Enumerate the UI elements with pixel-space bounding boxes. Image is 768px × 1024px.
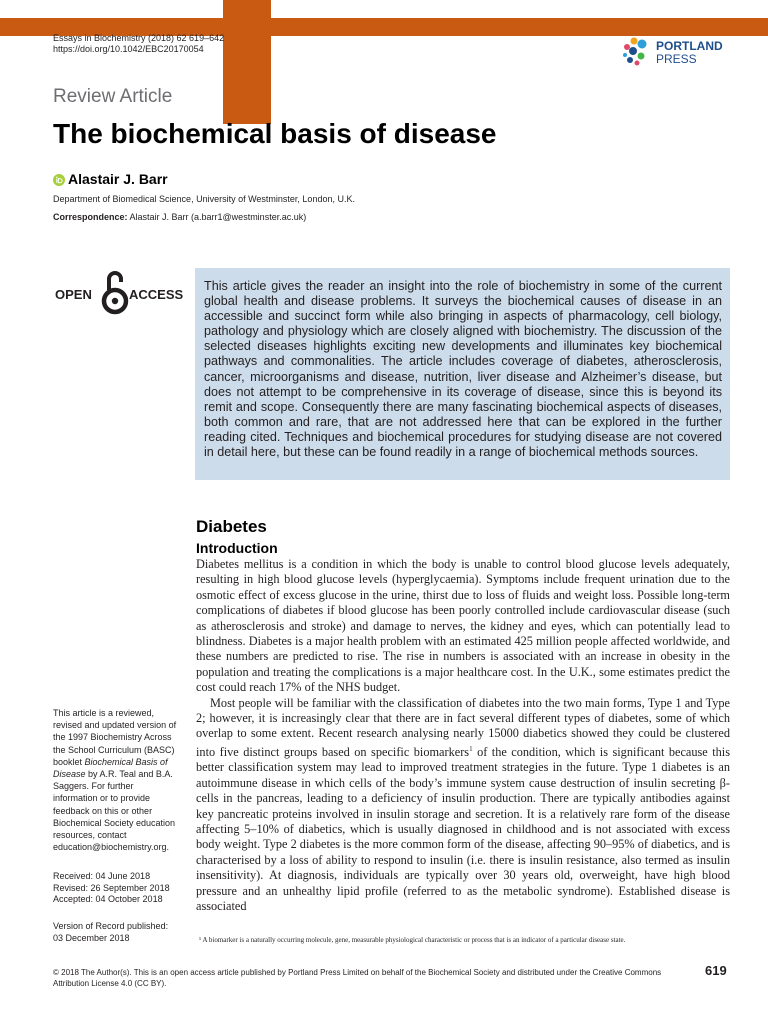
publisher-press: PRESS — [656, 52, 697, 66]
open-access-access: ACCESS — [129, 287, 184, 302]
article-type: Review Article — [53, 86, 173, 107]
correspondence — [53, 212, 306, 222]
correspondence-label: Correspondence: — [53, 212, 128, 222]
sidebar-note — [53, 707, 178, 853]
author-affiliation: Department of Biomedical Science, University of Westminster, London, U.K. — [53, 194, 355, 204]
body-text — [196, 557, 730, 914]
open-access-badge — [53, 268, 183, 320]
bookmark-icon — [707, 2, 723, 18]
record-date: 03 December 2018 — [53, 932, 130, 943]
received-date: Received: 04 June 2018 — [53, 871, 151, 881]
subsection-heading: Introduction — [196, 540, 278, 556]
accepted-date: Accepted: 04 October 2018 — [53, 894, 163, 904]
footnote-mark[interactable]: 1 — [469, 744, 473, 753]
sidebar-note-part-2: by A.R. Teal and B.A. Saggers. For further information or to provide feedback on this or other Biochemical Society education resources, contact education@biochemistry.org. — [53, 769, 176, 853]
article-title: The biochemical basis of disease — [53, 118, 497, 149]
doi-link[interactable]: https://doi.org/10.1042/EBC20170054 — [53, 44, 204, 54]
orcid-icon[interactable] — [53, 174, 65, 186]
abstract-text: This article gives the reader an insight into the role of biochemistry in some of the current global health and disease problems. It surveys the biochemical causes of disease in an accessible and succinct form while also bringing in aspects of pharmacology, cell biology, pathology and physiology which are closely aligned with biochemistry. The discussion of the selected diseases highlights exciting new developments and illuminates key biochemical pathways and commonalities. The article includes coverage of diabetes, atherosclerosis, cancer, microorganisms and disease, nutrition, liver disease and Alzheimer’s disease, but does not attempt to be comprehensive in its coverage of disease, since this is beyond its remit and scope. Consequently there are many fascinating biochemical aspects of diseases, both common and rare, that are not addressed here that can be explored in the further reading cited. Techniques and biochemical procedures for studying disease are not covered in detail here, but these can be found readily in a range of biochemical methods sources. — [204, 279, 722, 460]
journal-citation: Essays in Biochemistry (2018) 62 619–642 — [53, 33, 225, 43]
paragraph-2-part-2: of the condition, which is significant because this better classification system may lead to improved treatment strategies in the future. Type 1 diabetes is an autoimmune disease in which cells of the body’s immune system cause destruction of insulin secreting β-cells in the pancreas, leading to a deficiency of insulin production. There are typically antibodies against key pancreatic proteins involved in insulin storage and secretion. It is a relatively rare form of the disease affecting 5–10% of diabetics, which is usually diagnosed in childhood and is not associated with excess body weight. Type 2 diabetes is the more common form of the disease, affecting 90–95% of diabetics, and is characterised by a loss of ability to respond to insulin (i.e. there is insulin resistance, also termed as insulin insensitivity). At diagnosis, individuals are typically over 30 years old, overweight, have high blood pressure and an unhealthy lipid profile (referred to as the metabolic syndrome). Established disease is associated — [196, 744, 731, 914]
paragraph-2 — [196, 696, 730, 915]
author-name[interactable]: Alastair J. Barr — [68, 171, 168, 187]
footnote: ¹ A biomarker is a naturally occurring molecule, gene, measurable physiological characteristic or process that is an indicator of a particular disease state. — [199, 936, 626, 944]
paragraph-1: Diabetes mellitus is a condition in which the body is unable to control blood glucose levels adequately, resulting in high blood glucose levels (hyperglycaemia). Symptoms include frequent urination due to the osmotic effect of excess glucose in the urine, thirst due to loss of fluids and weight loss. Possible long-term complications of diabetes if blood glucose has been poorly controlled include cardiovascular disease (such as atherosclerosis and stroke) and damage to nerves, the kidney and eyes, which can potentially lead to blindness. Diabetes is a major health problem with an estimated 425 million people affected worldwide, and these numbers are predicted to rise. The rise in numbers is associated with an increase in obesity in the population and treating the complications is a major healthcare cost. In the U.K., some estimates predict the cost could reach 17% of the NHS budget. — [196, 557, 730, 695]
correspondence-text: Alastair J. Barr (a.barr1@westminster.ac.uk) — [127, 212, 307, 222]
sidebar-note-part-1: This article is a reviewed, revised and updated version of the 1997 Biochemistry Across the School Curriculum (BASC) booklet — [53, 708, 177, 767]
publisher-name: PORTLAND — [656, 39, 723, 53]
sidebar-dates — [53, 871, 183, 906]
sidebar-note-booklet-title: Biochemical Basis of Disease — [53, 756, 168, 780]
page-number: 619 — [705, 963, 727, 978]
revised-date: Revised: 26 September 2018 — [53, 882, 170, 893]
open-lock-icon — [101, 268, 129, 316]
section-heading: Diabetes — [196, 517, 267, 536]
portland-dots-icon — [620, 34, 656, 70]
header-accent-stem — [223, 0, 271, 124]
abstract-box — [195, 268, 730, 480]
open-access-open: OPEN — [55, 287, 92, 302]
portland-press-logo[interactable] — [620, 34, 740, 70]
record-label: Version of Record published: — [53, 921, 169, 931]
version-of-record — [53, 921, 183, 944]
license-statement: © 2018 The Author(s). This is an open access article published by Portland Press Limited on behalf of the Biochemical Society and distributed under the Creative Commons Attribution License 4.0 (CC BY). — [53, 968, 662, 988]
paragraph-2-part-1: Most people will be familiar with the classification of diabetes into the two main forms, Type 1 and Type 2; however, it is increasingly clear that there are in fact several different types of diabetes, some of which overlap to some extent. Recent research analysing nearly 15000 diabetics showed they could be clustered into five distinct groups based on specific biomarkers — [196, 695, 730, 759]
